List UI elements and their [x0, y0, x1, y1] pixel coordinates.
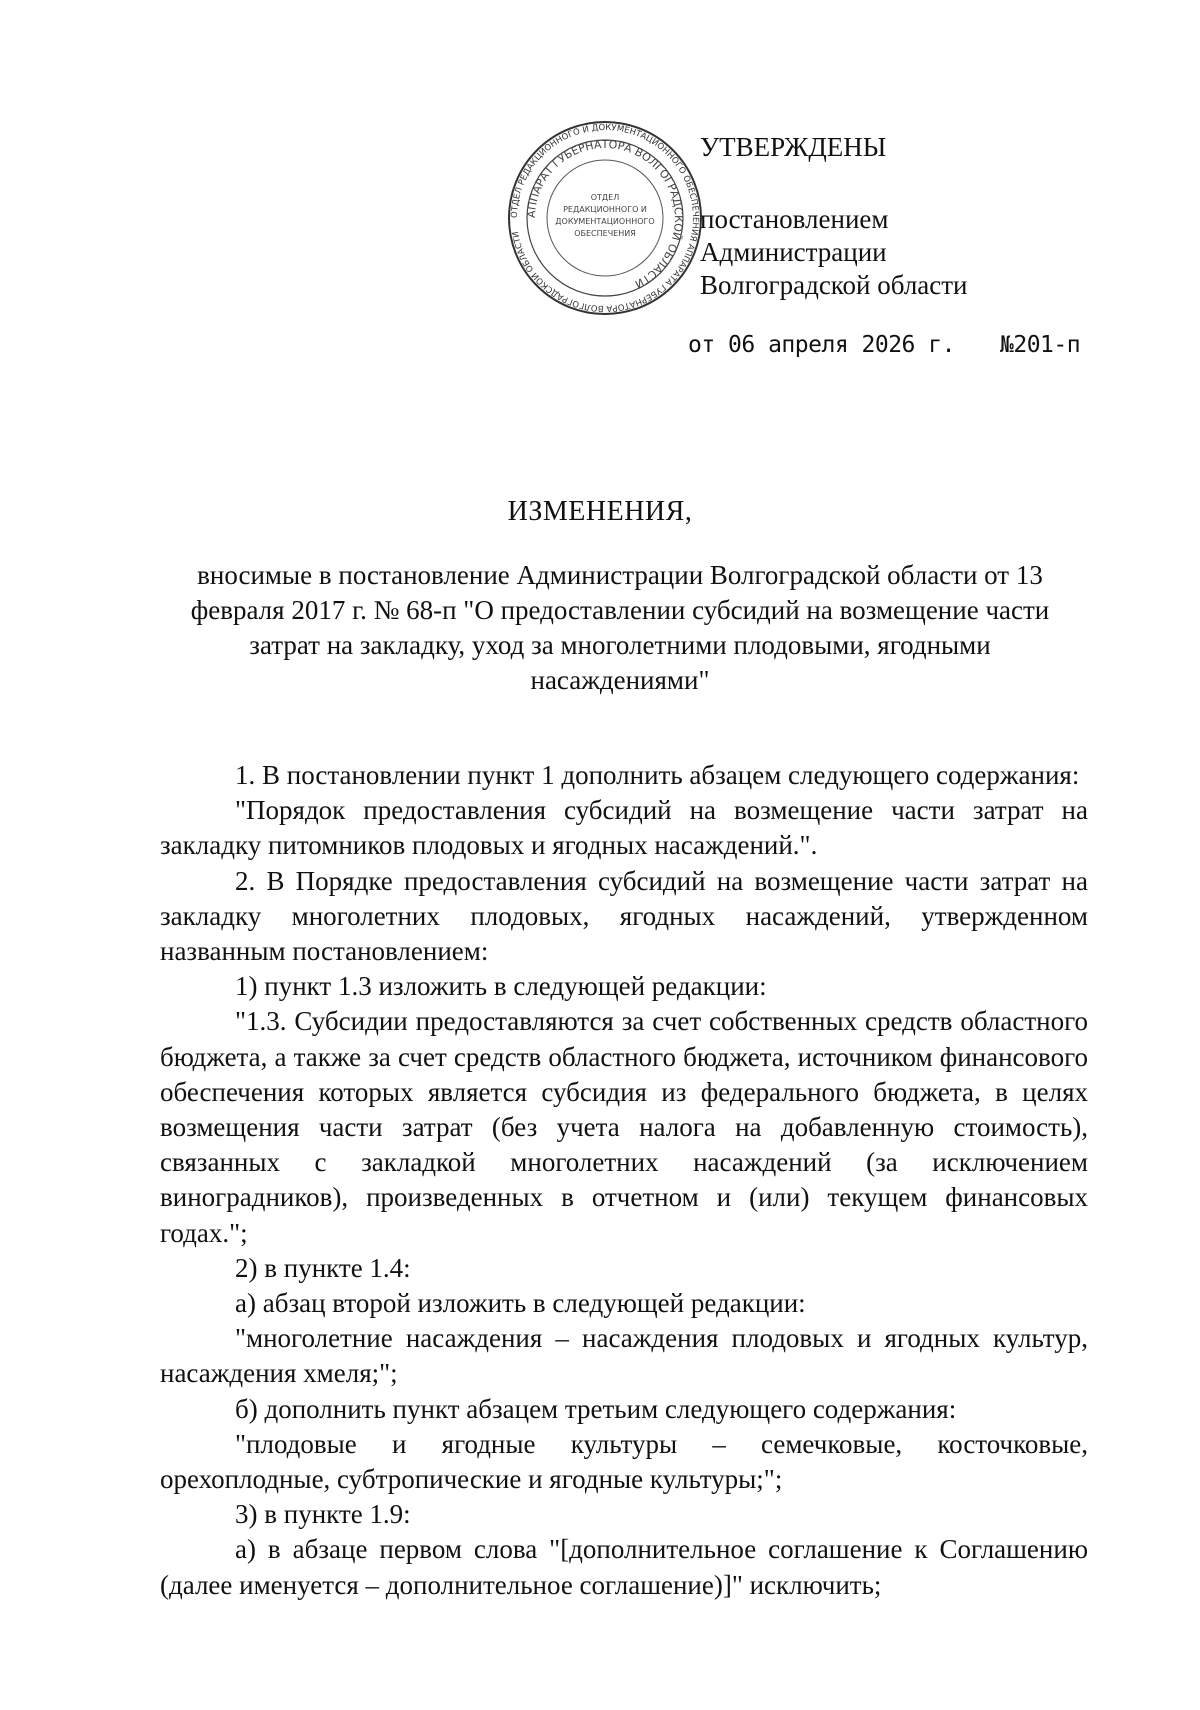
paragraph: 1. В постановлении пункт 1 дополнить абзацем следующего содержания:: [235, 760, 1080, 790]
paragraph: б) дополнить пункт абзацем третьим следующего содержания:: [235, 1393, 957, 1424]
stamp-center-line-1: ОТДЕЛ: [590, 193, 620, 202]
paragraph: а) абзац второй изложить в следующей редакции:: [235, 1288, 806, 1319]
approved-label: УТВЕРЖДЕНЫ: [700, 132, 887, 162]
stamp-center-line-4: ОБЕСПЕЧЕНИЯ: [574, 229, 636, 238]
stamp-center-line-3: ДОКУМЕНТАЦИОННОГО: [555, 217, 655, 226]
stamp-center-line-2: РЕДАКЦИОННОГО И: [563, 205, 647, 214]
paragraph: "Порядок предоставления субсидий на возмещение части затрат на закладку питомников плодовых и ягодных насаждений.".: [160, 795, 1088, 861]
paragraph: 2. В Порядке предоставления субсидий на возмещение части затрат на закладку многолетних плодовых, ягодных насаждений, утвержденном названным постановлением:: [160, 865, 1088, 967]
paragraph: 1) пункт 1.3 изложить в следующей редакции:: [235, 971, 767, 1002]
document-title: ИЗМЕНЕНИЯ,: [507, 496, 693, 527]
paragraph: "многолетние насаждения – насаждения плодовых и ягодных культур, насаждения хмеля;";: [160, 1323, 1088, 1389]
paragraph: 2) в пункте 1.4:: [235, 1252, 411, 1283]
document-subtitle: вносимые в постановление Администрации Волгоградской области от 13 февраля 2017 г. № 68-п "О предоставлении субсидий на возмещение части затрат на закладку, уход за многолетними плодовыми, ягодными насаждениями": [190, 560, 1050, 695]
official-stamp: [505, 118, 705, 318]
approved-by-line-3: Волгоградской области: [700, 270, 968, 300]
paragraph: "1.3. Субсидии предоставляются за счет собственных средств областного бюджета, а также за счет средств областного бюджета, источником финансового обеспечения которых является субсидия из федерального бюджета, в целях возмещения части затрат (без учета налога на добавленную стоимость), связанных с закладкой многолетних насаждений (за исключением виноградников), произведенных в отчетном и (или) текущем финансовых годах.";: [160, 1006, 1088, 1248]
approved-by-line-1: постановлением: [700, 204, 889, 234]
paragraph: а) в абзаце первом слова "[дополнительное соглашение к Соглашению (далее именуется – дополнительное соглашение)]" исключить;: [160, 1534, 1088, 1600]
decree-number: №201-п: [1000, 332, 1081, 358]
paragraph: "плодовые и ягодные культуры – семечковые, косточковые, орехоплодные, субтропические и ягодные культуры;";: [160, 1428, 1088, 1495]
decree-date: от 06 апреля 2026 г.: [688, 332, 955, 358]
approved-by-line-2: Администрации: [700, 237, 887, 267]
stamp-inner-text: АППАРАТ ГУБЕРНАТОРА ВОЛГОГРАДСКОЙ ОБЛАСТИ: [524, 137, 686, 291]
paragraph: 3) в пункте 1.9:: [235, 1499, 411, 1530]
stamp-outer-text: ОТДЕЛ РЕДАКЦИОННОГО И ДОКУМЕНТАЦИОННОГО ОБЕСПЕЧЕНИЯ АППАРАТА ГУБЕРНАТОРА ВОЛГОГРАДСКОЙ ОБЛАСТИ: [509, 122, 701, 314]
document-body: [160, 758, 1088, 1603]
